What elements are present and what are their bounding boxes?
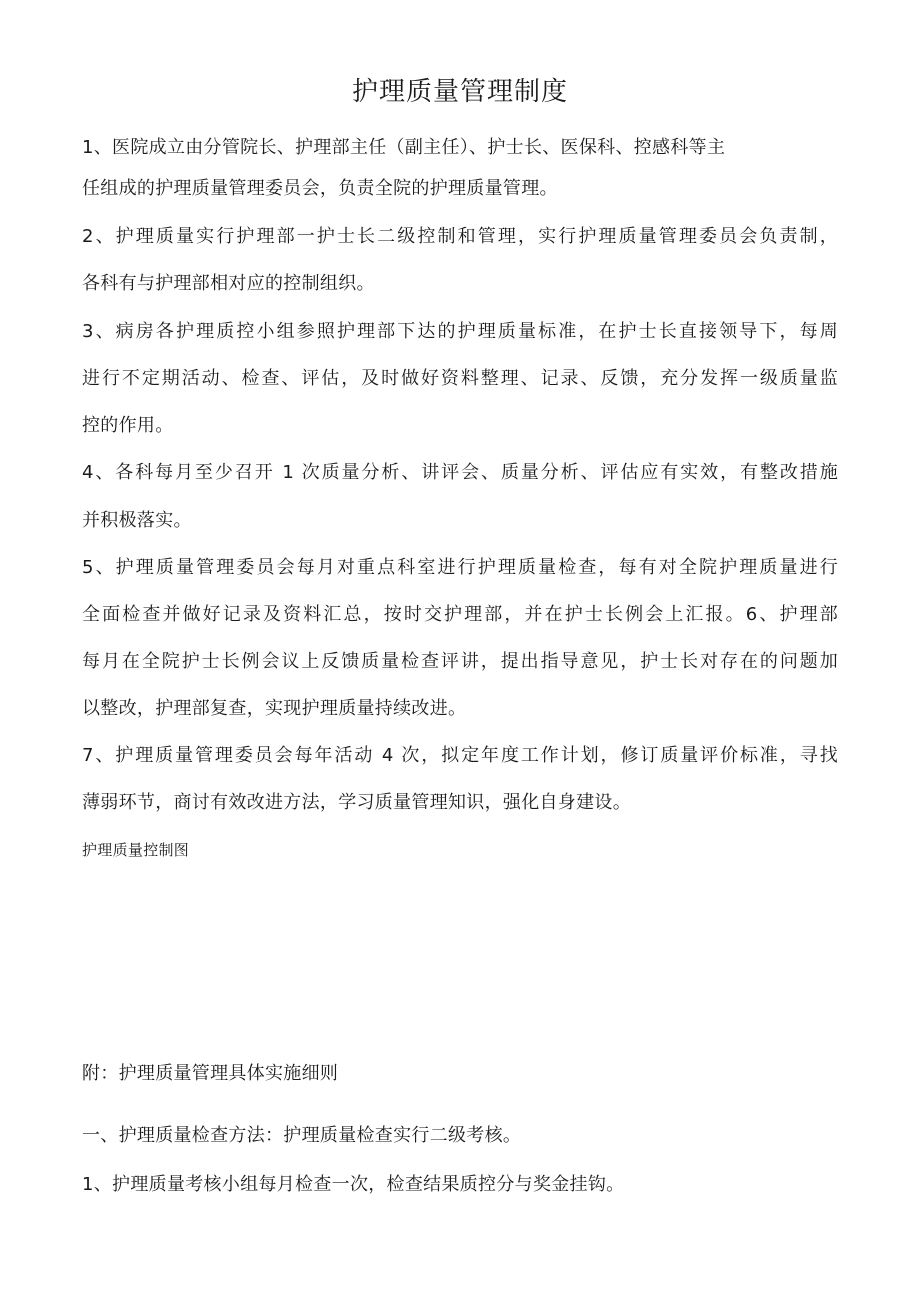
- paragraph-5-line-2: 全面检查并做好记录及资料汇总，按时交护理部，并在护士长例会上汇报。6、护理部: [82, 604, 838, 625]
- paragraph-6-line-1: 每月在全院护士长例会议上反馈质量检查评讲，提出指导意见，护士长对存在的问题加: [82, 651, 838, 672]
- paragraph-6-line-2: 以整改，护理部复查，实现护理质量持续改进。: [82, 698, 467, 719]
- chart-caption: 护理质量控制图: [82, 841, 190, 859]
- paragraph-3-line-1: 3、病房各护理质控小组参照护理部下达的护理质量标准，在护士长直接领导下，每周: [82, 321, 838, 342]
- paragraph-1-line-1: 1、医院成立由分管院长、护理部主任（副主任）、护士长、医保科、控感科等主: [82, 137, 726, 158]
- paragraph-3-line-3: 控的作用。: [82, 415, 174, 436]
- paragraph-7-line-2: 薄弱环节，商讨有效改进方法，学习质量管理知识，强化自身建设。: [82, 792, 631, 813]
- appendix-item-one: 1、护理质量考核小组每月检查一次，检查结果质控分与奖金挂钩。: [82, 1174, 625, 1195]
- document-title: 护理质量管理制度: [351, 77, 568, 107]
- paragraph-3-line-2: 进行不定期活动、检查、评估，及时做好资料整理、记录、反馈，充分发挥一级质量监: [82, 368, 838, 389]
- appendix-heading: 附：护理质量管理具体实施细则: [82, 1063, 339, 1084]
- paragraph-5-line-1: 5、护理质量管理委员会每月对重点科室进行护理质量检查，每有对全院护理质量进行: [82, 557, 838, 578]
- paragraph-2-line-1: 2、护理质量实行护理部一护士长二级控制和管理，实行护理质量管理委员会负责制，: [82, 226, 838, 247]
- paragraph-4-line-1: 4、各科每月至少召开 1 次质量分析、讲评会、质量分析、评估应有实效，有整改措施: [82, 462, 838, 483]
- paragraph-7-line-1: 7、护理质量管理委员会每年活动 4 次，拟定年度工作计划，修订质量评价标准，寻找: [82, 745, 838, 766]
- paragraph-2-line-2: 各科有与护理部相对应的控制组织。: [82, 273, 375, 294]
- paragraph-1-line-2: 任组成的护理质量管理委员会，负责全院的护理质量管理。: [82, 178, 558, 199]
- appendix-section-one: 一、护理质量检查方法：护理质量检查实行二级考核。: [82, 1125, 522, 1146]
- paragraph-4-line-2: 并积极落实。: [82, 510, 192, 531]
